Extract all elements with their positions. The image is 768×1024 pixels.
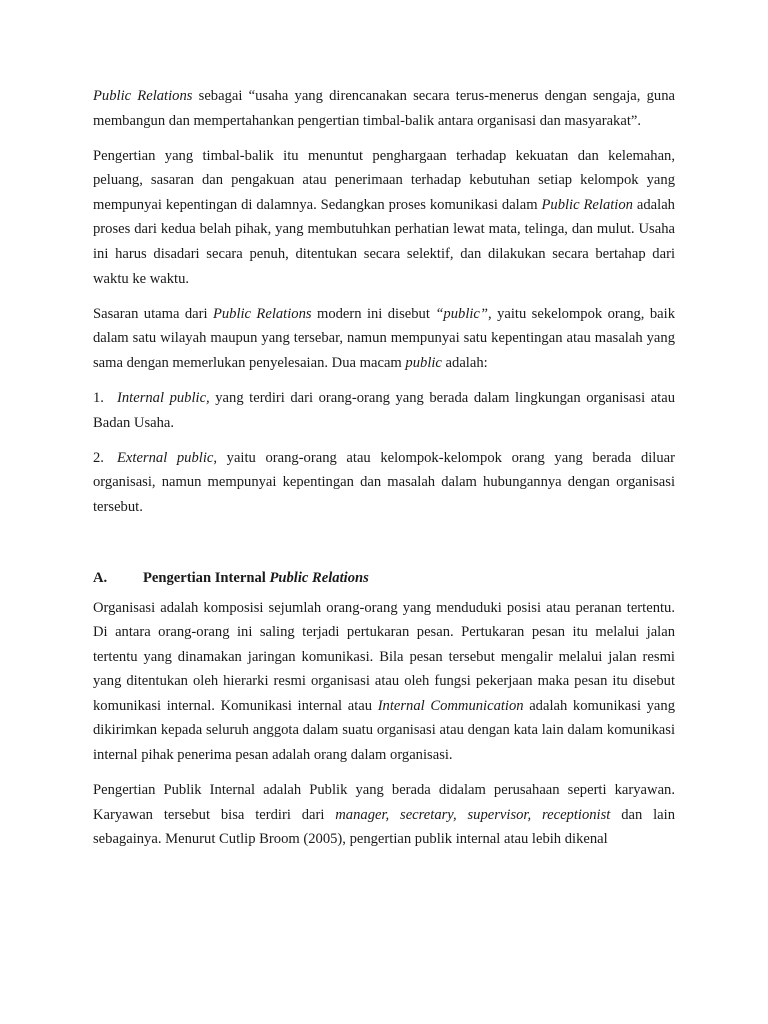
paragraph-text: , yaitu sekelompok orang, baik dalam satu wilayah maupun yang tersebar, namun mempunyai satu kepentingan atau masalah yang sama dengan memerlukan penyelesaian. Dua macam (93, 305, 675, 371)
paragraph-text: yang terdiri dari orang-orang yang berada dalam lingkungan organisasi atau Badan Usaha. (93, 390, 676, 431)
paragraph-text: Organisasi adalah komposisi sejumlah orang-orang yang menduduki posisi atau peranan tertentu. Di antara orang-orang ini saling terjadi pertukaran pesan. Pertukaran pesan itu melalui jalan tertentu yang dinamakan jaringan komunikasi. Bila pesan tersebut mengalir melalui jalan resmi yang ditentukan oleh hierarki resmi organisasi atau oleh fungsi pekerjaan maka pesan itu disebut komunikasi internal. Komunikasi internal atau (93, 599, 675, 714)
section-number: A. (93, 569, 108, 586)
paragraph-text: Sasaran utama dari (93, 305, 213, 322)
list-item-external-public (93, 446, 675, 520)
document-body (93, 84, 675, 862)
list-number: 1. (93, 390, 104, 407)
paragraph-pr-definition (93, 84, 675, 133)
paragraph-organization (93, 596, 675, 768)
italic-term: manager, secretary, supervisor, receptionist (335, 806, 611, 823)
list-item-internal-public (93, 386, 675, 435)
italic-term: External public (117, 449, 214, 466)
section-title-text: Pengertian Internal (143, 569, 270, 586)
paragraph-text: modern ini disebut (311, 305, 436, 322)
paragraph-text: Pengertian yang timbal-balik itu menuntut penghargaan terhadap kekuatan dan kelemahan, peluang, sasaran dan pengakuan atau penerimaan terhadap kebutuhan setiap kelompok yang mempunyai kepentingan di dalamnya. Sedangkan proses komunikasi dalam (93, 147, 675, 213)
italic-term: “public” (435, 305, 489, 322)
paragraph-text: dan lain sebagainya. Menurut Cutlip Broom (2005), pengertian publik internal atau lebih dikenal (93, 806, 675, 848)
section-heading (93, 566, 675, 590)
paragraph-internal-public (93, 778, 675, 852)
italic-term: Public Relations (212, 305, 312, 322)
section-title-italic: Public Relations (269, 569, 369, 586)
paragraph-text: Pengertian Publik Internal adalah Publik yang berada didalam perusahaan seperti karyawan. Karyawan tersebut bisa terdiri dari (93, 782, 675, 823)
paragraph-text: , yaitu orang-orang atau kelompok-kelompok orang yang berada diluar organisasi, namun mempunyai kepentingan dan masalah dalam hubungannya dengan organisasi tersebut. (93, 449, 675, 515)
italic-term: public (405, 354, 442, 371)
italic-term: Internal Communication (377, 697, 524, 714)
paragraph-main-target (93, 302, 675, 376)
paragraph-text: adalah: (441, 354, 488, 371)
italic-term: Public Relation (541, 196, 633, 213)
list-number: 2. (93, 449, 104, 466)
italic-term: Internal public, (117, 390, 210, 407)
paragraph-mutual-understanding (93, 144, 675, 292)
section-title (143, 566, 369, 590)
paragraph-text: sebagai “usaha yang direncanakan secara terus-menerus dengan sengaja, guna membangun dan mempertahankan pengertian timbal-balik antara organisasi dan masyarakat”. (93, 88, 675, 129)
italic-term: Public Relations (93, 88, 193, 104)
paragraph-text: adalah komunikasi yang dikirimkan kepada seluruh anggota dalam suatu organisasi atau dengan kata lain dalam komunikasi internal pihak penerima pesan adalah orang dalam organisasi. (93, 697, 676, 764)
paragraph-text: adalah proses dari kedua belah pihak, yang membutuhkan perhatian lewat mata, telinga, dan mulut. Usaha ini harus disadari secara penuh, ditentukan secara selektif, dan dilakukan secara bertahap dari waktu ke waktu. (93, 196, 675, 287)
